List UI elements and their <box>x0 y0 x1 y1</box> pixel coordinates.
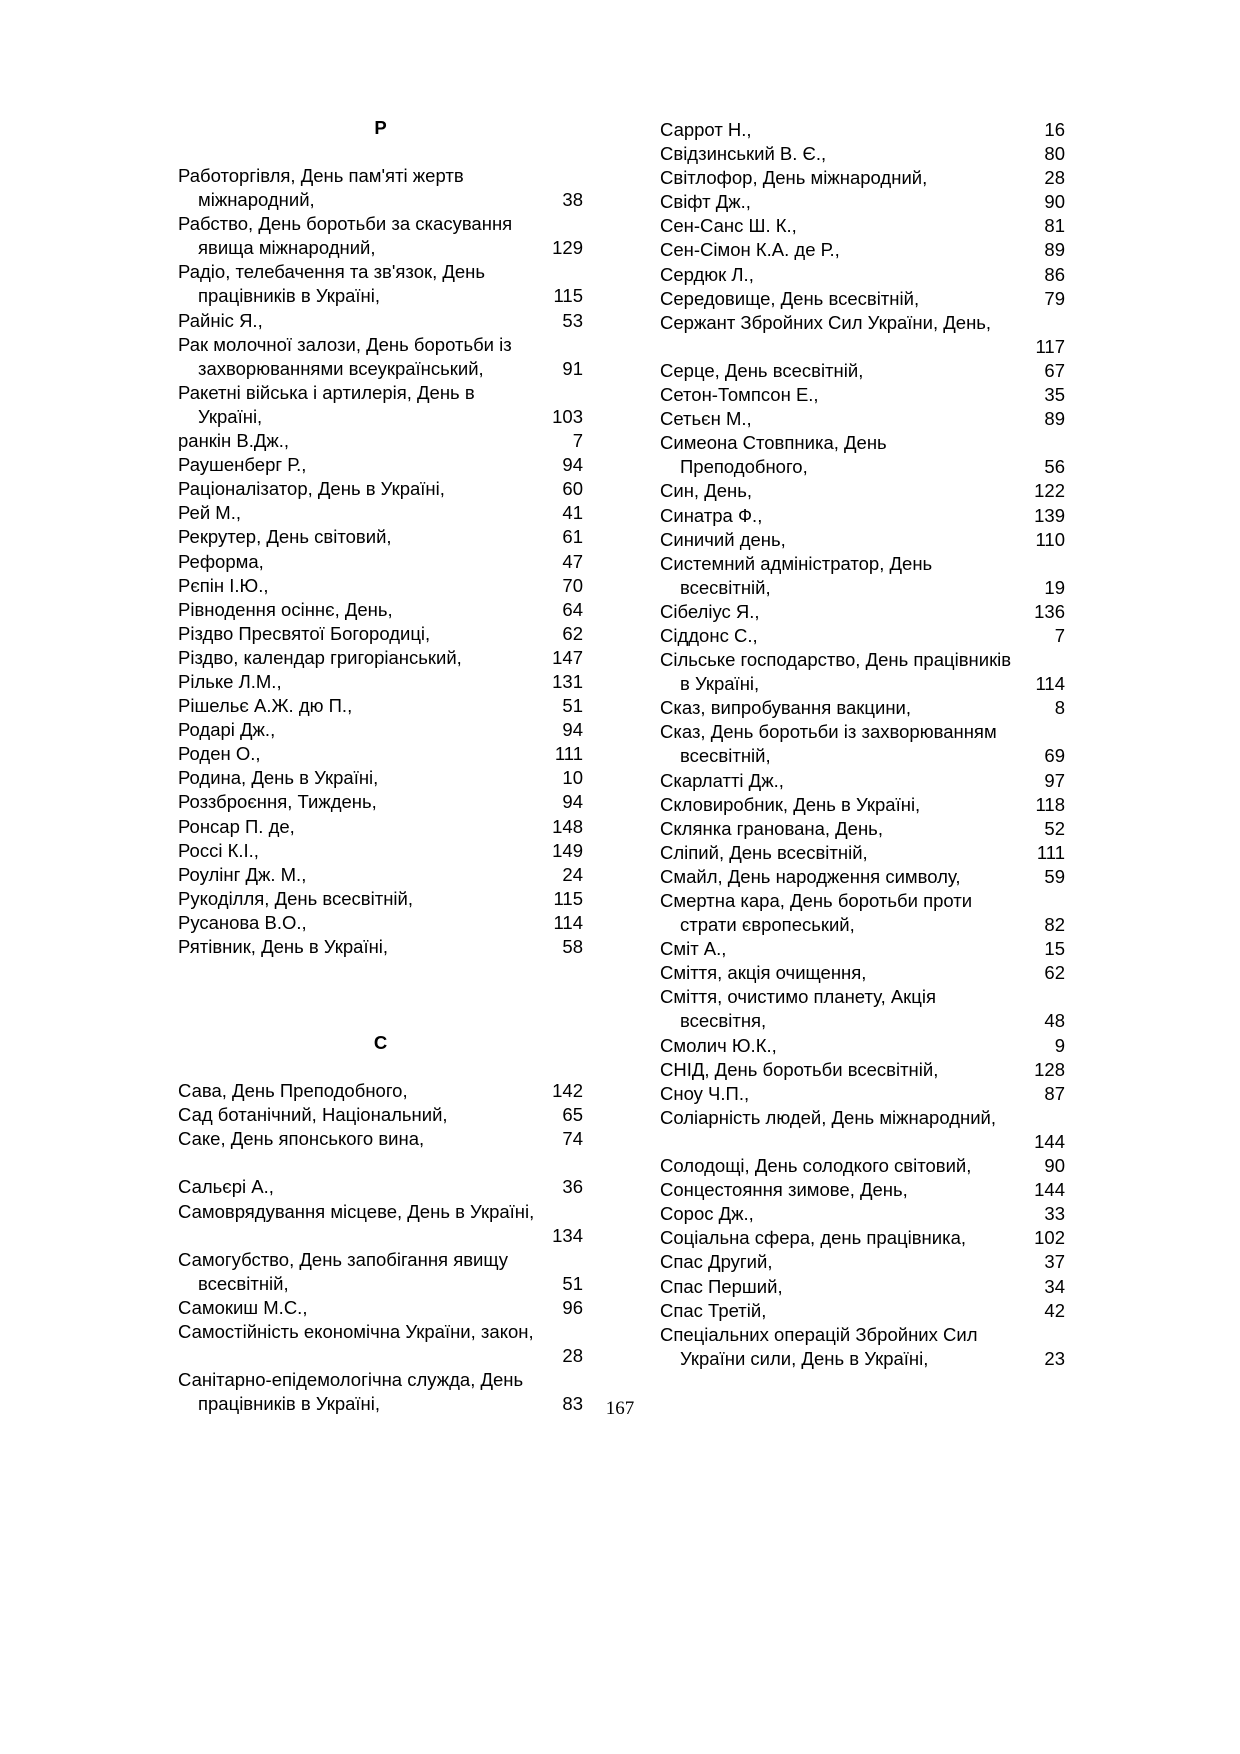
entry-term: Світлофор, День міжнародний, <box>660 167 928 189</box>
index-entry <box>178 1175 583 1199</box>
entry-page-number: 60 <box>562 478 583 500</box>
index-entry <box>178 694 583 718</box>
entry-page-number: 136 <box>1034 600 1065 622</box>
entry-page-number: 147 <box>552 646 583 668</box>
entry-page-number: 16 <box>1044 119 1065 140</box>
index-entry <box>178 622 583 646</box>
entry-page-number: 33 <box>1044 1203 1065 1225</box>
entry-term: Сліпий, День всесвітній, <box>660 841 868 863</box>
entry-term: Сміт А., <box>660 938 727 960</box>
index-entry <box>660 1178 1065 1202</box>
entry-term: Склянка гранована, День, <box>660 817 883 839</box>
index-entry <box>178 501 583 525</box>
entry-term-continuation: всесвітня, <box>680 1010 767 1032</box>
entry-term: Син, День, <box>660 480 753 502</box>
entry-term: Радіо, телебачення та зв'язок, День <box>178 261 486 283</box>
entry-term: Середовище, День всесвітній, <box>660 287 920 309</box>
entry-term: ранкін В.Дж., <box>178 430 290 452</box>
index-entry <box>178 309 583 333</box>
entry-term: Рівнодення осіннє, День, <box>178 598 393 620</box>
entry-term: Сетьєн М., <box>660 408 752 430</box>
index-entry <box>178 742 583 766</box>
entry-page-number: 131 <box>552 670 583 692</box>
entry-page-number: 111 <box>1036 841 1065 863</box>
entry-page-number: 36 <box>562 1176 583 1198</box>
entry-term: Сонцестояння зимове, День, <box>660 1179 908 1201</box>
index-entry <box>660 769 1065 793</box>
entry-page-number: 7 <box>572 430 583 452</box>
entry-page-number: 19 <box>1044 576 1065 598</box>
entry-term: Сіддонс С., <box>660 624 758 646</box>
index-entry <box>660 1058 1065 1082</box>
entry-page-number: 89 <box>1044 408 1065 430</box>
index-entry <box>660 1154 1065 1178</box>
page-number: 167 <box>605 1398 635 1419</box>
entry-page-number: 139 <box>1034 504 1065 526</box>
entry-term: Сказ, випробування вакцини, <box>660 697 912 719</box>
entry-page-number: 81 <box>1044 215 1065 237</box>
entry-term: Сільське господарство, День працівників <box>660 649 1012 671</box>
entry-page-number: 83 <box>562 1393 583 1415</box>
entry-page-number: 58 <box>562 936 583 957</box>
entry-page-number: 115 <box>553 887 583 909</box>
entry-page-number: 148 <box>552 815 583 837</box>
index-entry <box>660 552 1065 600</box>
index-entry <box>178 1079 583 1103</box>
entry-page-number: 37 <box>1044 1251 1065 1273</box>
entry-term: Самостійність економічна України, закон, <box>178 1321 534 1343</box>
entry-page-number: 53 <box>562 309 583 331</box>
index-entry <box>660 817 1065 841</box>
entry-page-number: 79 <box>1044 287 1065 309</box>
index-entry <box>178 863 583 887</box>
index-entry <box>178 670 583 694</box>
index-entry <box>178 1127 583 1151</box>
entry-page-number: 15 <box>1044 938 1065 960</box>
entry-page-number: 122 <box>1034 480 1065 502</box>
entry-term: Самокиш М.С., <box>178 1296 308 1318</box>
entry-page-number: 102 <box>1034 1227 1065 1249</box>
entry-term: Рільке Л.М., <box>178 670 282 692</box>
entry-page-number: 80 <box>1044 143 1065 165</box>
entry-page-number: 114 <box>553 911 583 933</box>
index-entry <box>178 935 583 959</box>
index-entry <box>178 477 583 501</box>
entry-term: Сміття, очистимо планету, Акція <box>660 986 937 1008</box>
entry-term: Сказ, День боротьби із захворюванням <box>660 721 997 743</box>
index-column-right <box>660 118 1065 1371</box>
index-entry <box>178 429 583 453</box>
index-entry <box>660 238 1065 262</box>
entry-page-number: 59 <box>1044 865 1065 887</box>
index-entry <box>660 793 1065 817</box>
entry-term: Рей М., <box>178 502 241 524</box>
entry-term: Саррот Н., <box>660 119 752 140</box>
entry-term: Роулінг Дж. М., <box>178 863 307 885</box>
entry-term: Рєпін І.Ю., <box>178 574 269 596</box>
section-spacer <box>178 959 583 1031</box>
entry-page-number: 129 <box>552 237 583 259</box>
entry-term: Свідзинський В. Є., <box>660 143 827 165</box>
index-entry <box>660 1323 1065 1371</box>
index-entry <box>660 118 1065 142</box>
entry-term: Родина, День в Україні, <box>178 767 379 789</box>
index-entry <box>178 1248 583 1296</box>
index-entry <box>178 598 583 622</box>
entry-term: Свіфт Дж., <box>660 191 751 213</box>
index-entry <box>660 841 1065 865</box>
entry-term: Різдво, календар григоріанський, <box>178 646 462 668</box>
entry-page-number: 52 <box>1044 817 1065 839</box>
entry-term-continuation: в Україні, <box>680 673 760 695</box>
entry-page-number: 48 <box>1044 1010 1065 1032</box>
index-entry <box>660 889 1065 937</box>
entry-page-number: 103 <box>552 405 583 427</box>
entry-page-number: 90 <box>1044 191 1065 213</box>
entry-term: Раушенберг Р., <box>178 454 307 476</box>
entry-page-number: 34 <box>1044 1275 1065 1297</box>
entry-term: Солодощі, День солодкого світовий, <box>660 1155 972 1177</box>
entry-page-number: 28 <box>562 1345 583 1367</box>
entry-term-continuation: Україні, <box>198 405 263 427</box>
entry-term: Соціальна сфера, день працівника, <box>660 1227 967 1249</box>
entry-page-number: 67 <box>1044 359 1065 381</box>
entry-term: Саке, День японського вина, <box>178 1128 425 1150</box>
entry-page-number: 62 <box>562 622 583 644</box>
index-entry <box>178 646 583 670</box>
entry-page-number: 87 <box>1044 1082 1065 1104</box>
index-entry <box>178 911 583 935</box>
entry-page-number: 144 <box>1034 1179 1065 1201</box>
entry-term-continuation: працівників в Україні, <box>198 285 381 307</box>
index-entry <box>660 720 1065 768</box>
index-entry <box>660 865 1065 889</box>
entry-term: Работоргівля, День пам'яті жертв <box>178 165 464 186</box>
entry-page-number: 94 <box>562 454 583 476</box>
entry-term-continuation: міжнародний, <box>198 189 315 211</box>
entry-term: Рак молочної залози, День боротьби із <box>178 333 512 355</box>
entry-term: Реформа, <box>178 550 264 572</box>
entry-page-number: 51 <box>562 1272 583 1294</box>
entry-term: Сібелiус Я., <box>660 600 760 622</box>
entry-term: Рятівник, День в Україні, <box>178 936 389 957</box>
entry-term: Раціоналізатор, День в Україні, <box>178 478 445 500</box>
entry-page-number: 8 <box>1054 697 1065 719</box>
entry-term: Сетон-Томпсон Е., <box>660 384 819 406</box>
entry-page-number: 118 <box>1035 793 1065 815</box>
entry-term: Сальєрі А., <box>178 1176 274 1198</box>
entry-page-number: 115 <box>553 285 583 307</box>
entry-page-number: 23 <box>1044 1347 1065 1369</box>
entry-page-number: 65 <box>562 1104 583 1126</box>
entry-term: Рукоділля, День всесвітній, <box>178 887 413 909</box>
entry-page-number: 117 <box>1035 335 1065 357</box>
entry-term: Рекрутер, День світовий, <box>178 526 392 548</box>
index-entry <box>660 1275 1065 1299</box>
index-entry <box>178 718 583 742</box>
index-entry <box>660 311 1065 359</box>
entry-page-number: 74 <box>562 1128 583 1150</box>
index-entry <box>660 142 1065 166</box>
entry-term: Скарлатті Дж., <box>660 769 784 791</box>
entry-page-number: 70 <box>562 574 583 596</box>
index-entry <box>660 696 1065 720</box>
index-entry <box>178 887 583 911</box>
entry-term-continuation: всесвітній, <box>680 745 771 767</box>
entry-term: Синатра Ф., <box>660 504 763 526</box>
index-entry <box>660 190 1065 214</box>
entry-term: Самоврядування місцеве, День в Україні, <box>178 1200 535 1222</box>
entry-term-continuation: страти європеський, <box>680 914 855 936</box>
entry-term: Соліарність людей, День міжнародний, <box>660 1106 997 1128</box>
index-entry <box>178 164 583 212</box>
entry-term: Сен-Сімон К.А. де Р., <box>660 239 840 261</box>
entry-term-continuation: всесвітній, <box>680 576 771 598</box>
entry-term: Санітарно-епідемологічна служда, День <box>178 1369 524 1391</box>
entry-term: Спас Перший, <box>660 1275 783 1297</box>
entry-term: Сміття, акція очищення, <box>660 962 867 984</box>
entry-page-number: 7 <box>1054 624 1065 646</box>
index-entry <box>178 1296 583 1320</box>
index-entry <box>660 431 1065 479</box>
index-entry <box>660 528 1065 552</box>
entry-page-number: 91 <box>562 357 583 379</box>
index-entry <box>178 260 583 308</box>
index-entry <box>660 1250 1065 1274</box>
index-entry <box>660 1082 1065 1106</box>
index-entry <box>178 839 583 863</box>
entry-term: Ронсар П. де, <box>178 815 295 837</box>
entry-page-number: 51 <box>562 695 583 717</box>
entry-term-continuation: України сили, День в Україні, <box>680 1347 929 1369</box>
entry-term: Різдво Пресвятої Богородиці, <box>178 622 431 644</box>
index-entry <box>178 550 583 574</box>
entry-page-number: 69 <box>1044 745 1065 767</box>
entry-term-continuation: працівників в Україні, <box>198 1393 381 1415</box>
entry-term: Родарі Дж., <box>178 719 276 741</box>
entry-term: Смолич Ю.К., <box>660 1034 777 1056</box>
index-entry <box>178 1320 583 1368</box>
index-entry <box>178 525 583 549</box>
entry-term: Самогубство, День запобігання явищу <box>178 1248 509 1270</box>
index-entry <box>660 1202 1065 1226</box>
index-entry <box>178 766 583 790</box>
index-entry <box>660 359 1065 383</box>
entry-term: Сад ботанічний, Національний, <box>178 1104 448 1126</box>
entry-page-number: 142 <box>552 1080 583 1102</box>
entry-page-number: 10 <box>562 767 583 789</box>
entry-term: Системний адміністратор, День <box>660 552 933 574</box>
entry-term: Сорос Дж., <box>660 1203 754 1225</box>
entry-term: Сержант Збройних Сил України, День, <box>660 311 992 333</box>
index-entry <box>660 166 1065 190</box>
entry-term: Спеціальних операцій Збройних Сил <box>660 1323 978 1345</box>
index-entry <box>178 790 583 814</box>
entry-page-number: 144 <box>1034 1130 1065 1152</box>
section-letter-heading: Р <box>374 117 387 138</box>
index-entry <box>178 453 583 477</box>
index-entry <box>660 937 1065 961</box>
entry-term: Симеона Стовпника, День <box>660 432 887 454</box>
entry-term: Сердюк Л., <box>660 263 754 285</box>
entry-term: Россі К.І., <box>178 839 259 861</box>
entry-page-number: 28 <box>1044 167 1065 189</box>
entry-term: Серце, День всесвітній, <box>660 359 864 381</box>
index-entry <box>660 624 1065 648</box>
entry-page-number: 128 <box>1034 1058 1065 1080</box>
index-entry <box>660 263 1065 287</box>
entry-term: Русанова В.О., <box>178 911 307 933</box>
entry-term: Синичий день, <box>660 528 786 550</box>
index-entry <box>660 1299 1065 1323</box>
entry-term-continuation: всесвітній, <box>198 1272 289 1294</box>
index-entry <box>660 287 1065 311</box>
index-entry <box>178 1200 583 1248</box>
entry-term: Рішельє А.Ж. дю П., <box>178 695 353 717</box>
entry-term: Роден О., <box>178 743 261 765</box>
entry-page-number: 42 <box>1044 1299 1065 1321</box>
entry-page-number: 114 <box>1035 673 1065 695</box>
entry-page-number: 61 <box>562 526 583 548</box>
entry-page-number: 56 <box>1044 456 1065 478</box>
entry-page-number: 86 <box>1044 263 1065 285</box>
index-entry <box>178 212 583 260</box>
entry-term: Спас Третій, <box>660 1299 767 1321</box>
index-entry <box>660 479 1065 503</box>
entry-page-number: 9 <box>1054 1034 1065 1056</box>
entry-page-number: 41 <box>562 502 583 524</box>
index-entry <box>660 1106 1065 1154</box>
entry-page-number: 149 <box>552 839 583 861</box>
index-entry <box>660 600 1065 624</box>
entry-term: Смертна кара, День боротьби проти <box>660 890 973 911</box>
entry-term-continuation: явища міжнародний, <box>198 237 376 259</box>
index-entry <box>660 648 1065 696</box>
index-entry <box>178 574 583 598</box>
entry-page-number: 94 <box>562 719 583 741</box>
entry-term: СНІД, День боротьби всесвітній, <box>660 1058 939 1080</box>
index-entry <box>178 381 583 429</box>
entry-page-number: 134 <box>552 1224 583 1246</box>
entry-term: Спас Другий, <box>660 1251 773 1273</box>
entry-page-number: 96 <box>562 1296 583 1318</box>
entry-page-number: 62 <box>1044 962 1065 984</box>
entry-term: Райніс Я., <box>178 309 263 331</box>
entry-page-number: 64 <box>562 598 583 620</box>
entry-term: Рабство, День боротьби за скасування <box>178 213 513 235</box>
section-letter-heading: С <box>373 1032 388 1054</box>
entry-term: Сава, День Преподобного, <box>178 1080 408 1102</box>
index-entry <box>660 383 1065 407</box>
entry-term: Скловиробник, День в Україні, <box>660 793 921 815</box>
entry-page-number: 89 <box>1044 239 1065 261</box>
index-entry <box>660 985 1065 1033</box>
entry-term: Сен-Санс Ш. К., <box>660 215 797 237</box>
index-entry <box>660 407 1065 431</box>
index-entry <box>660 1226 1065 1250</box>
index-entry <box>660 961 1065 985</box>
index-entry <box>178 1103 583 1127</box>
entry-page-number: 47 <box>562 550 583 572</box>
entry-page-number: 82 <box>1044 914 1065 936</box>
entry-page-number: 110 <box>1035 528 1065 550</box>
index-entry <box>178 815 583 839</box>
entry-page-number: 24 <box>562 863 583 885</box>
entry-term: Сноу Ч.П., <box>660 1082 750 1104</box>
index-entry <box>178 333 583 381</box>
index-column-left <box>178 116 583 1416</box>
entry-page-number: 94 <box>562 791 583 813</box>
entry-spacer <box>178 1151 583 1175</box>
entry-term: Ракетні війська і артилерія, День в <box>178 381 475 403</box>
entry-page-number: 35 <box>1044 384 1065 406</box>
entry-term: Смайл, День народження символу, <box>660 865 961 887</box>
entry-page-number: 111 <box>554 743 583 765</box>
entry-page-number: 90 <box>1044 1155 1065 1177</box>
index-entry <box>660 504 1065 528</box>
entry-page-number: 38 <box>562 189 583 211</box>
index-entry <box>660 214 1065 238</box>
entry-term: Роззброєння, Тиждень, <box>178 791 377 813</box>
entry-page-number: 97 <box>1044 769 1065 791</box>
entry-term-continuation: захворюваннями всеукраїнський, <box>198 357 484 379</box>
entry-term-continuation: Преподобного, <box>680 456 808 478</box>
index-entry <box>660 1034 1065 1058</box>
